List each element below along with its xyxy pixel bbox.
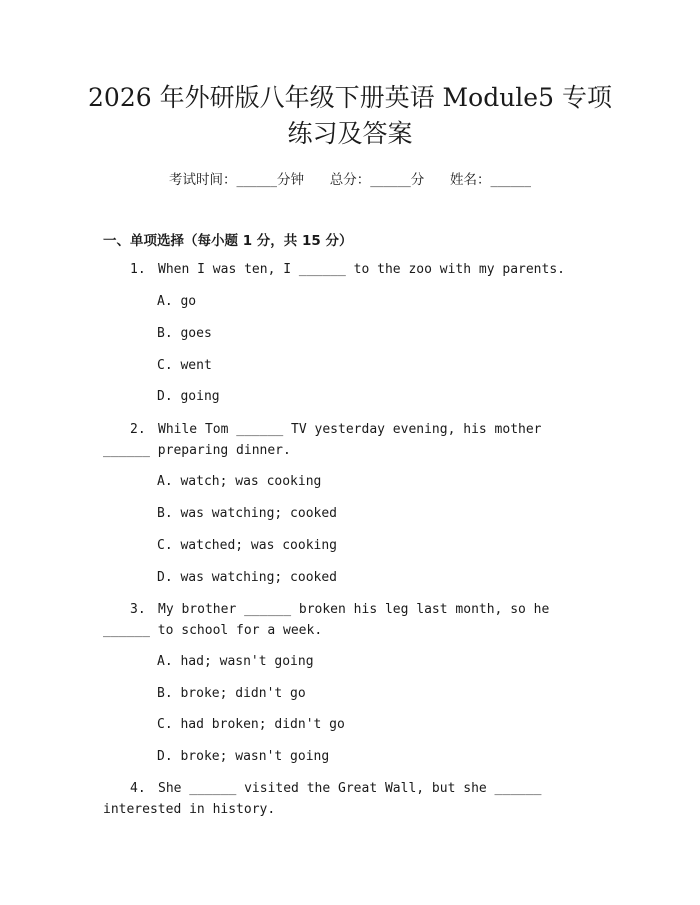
option-3d: D. broke; wasn't going xyxy=(157,749,330,764)
title-line-2: 练习及答案 xyxy=(287,119,413,148)
total-score-field: 总分：______分 xyxy=(329,172,425,188)
exam-time-field: 考试时间：______分钟 xyxy=(169,172,304,188)
question-number: 1. xyxy=(130,262,146,277)
option-1a: A. go xyxy=(157,294,197,309)
exam-meta xyxy=(0,168,700,188)
option-3a: A. had; wasn't going xyxy=(157,654,314,669)
option-2b: B. was watching; cooked xyxy=(157,506,338,521)
option-2d: D. was watching; cooked xyxy=(157,570,338,585)
option-1d: D. going xyxy=(157,389,220,404)
question-text: When I was ten, I ______ to the zoo with my parents. xyxy=(158,262,565,277)
question-text: My brother ______ broken his leg last month, so he ______ to school for a week. xyxy=(103,602,558,638)
question-2 xyxy=(103,419,595,461)
student-name-field: 姓名：______ xyxy=(450,172,531,188)
option-1c: C. went xyxy=(157,358,212,373)
question-text: While Tom ______ TV yesterday evening, his mother ______ preparing dinner. xyxy=(103,422,550,458)
option-2c: C. watched; was cooking xyxy=(157,538,338,553)
section-heading-single-choice: 一、单项选择（每小题 1 分，共 15 分） xyxy=(103,233,353,249)
question-1 xyxy=(103,259,595,280)
question-3 xyxy=(103,599,595,641)
question-number: 4. xyxy=(130,781,146,796)
question-4 xyxy=(103,778,595,820)
option-2a: A. watch; was cooking xyxy=(157,474,322,489)
document-title xyxy=(60,80,640,152)
title-line-1: 2026 年外研版八年级下册英语 Module5 专项 xyxy=(88,83,612,112)
question-number: 3. xyxy=(130,602,146,617)
option-3b: B. broke; didn't go xyxy=(157,686,306,701)
question-number: 2. xyxy=(130,422,146,437)
option-1b: B. goes xyxy=(157,326,212,341)
question-text: She ______ visited the Great Wall, but she ______ interested in history. xyxy=(103,781,550,817)
option-3c: C. had broken; didn't go xyxy=(157,717,345,732)
